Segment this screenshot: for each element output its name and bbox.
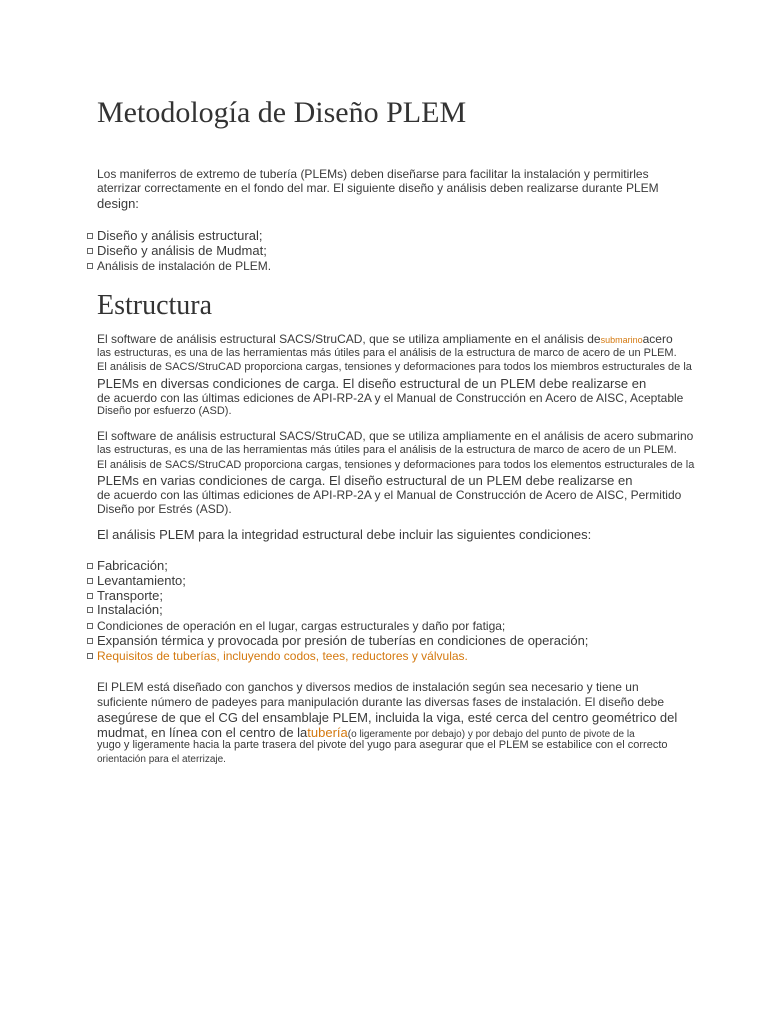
- para1-line-5: de acuerdo con las últimas ediciones de API-RP-2A y el Manual de Construcción en Acero de AISC, Aceptable: [97, 391, 684, 405]
- intro-line-3: design:: [97, 196, 139, 211]
- para1-line-6: Diseño por esfuerzo (ASD).: [97, 405, 232, 417]
- list-item: Transporte;: [97, 589, 163, 602]
- para2-line-3: El análisis de SACS/StruCAD proporciona cargas, tensiones y deformaciones para todos los elementos estructurales de la: [97, 459, 695, 471]
- page-title: Metodología de Diseño PLEM: [97, 96, 467, 129]
- para3-line-2: suficiente número de padeyes para manipulación durante las diversas fases de instalación. El diseño debe: [97, 695, 665, 709]
- list-item: Condiciones de operación en el lugar, cargas estructurales y daño por fatiga;: [97, 620, 505, 632]
- checkbox-bullet-icon: [87, 623, 93, 629]
- para1-line-2: las estructuras, es una de las herramientas más útiles para el análisis de la estructura de marco de acero de un PLEM.: [97, 347, 677, 359]
- para2-line-6: Diseño por Estrés (ASD).: [97, 502, 232, 516]
- link-tuberia[interactable]: tubería: [307, 725, 348, 740]
- checkbox-bullet-icon: [87, 593, 93, 599]
- para2-line-4: PLEMs en varias condiciones de carga. El diseño estructural de un PLEM debe realizarse en: [97, 473, 633, 488]
- checkbox-bullet-icon: [87, 638, 93, 644]
- list-item: Fabricación;: [97, 559, 168, 572]
- para3-line-3: asegúrese de que el CG del ensamblaje PLEM, incluida la viga, esté cerca del centro geométrico del: [97, 710, 678, 725]
- para3-line-5: yugo y ligeramente hacia la parte trasera del pivote del yugo para asegurar que el PLEM se estabilice con el correcto: [97, 739, 668, 751]
- link-submarino[interactable]: submarino: [600, 335, 643, 345]
- para2-line-5: de acuerdo con las últimas ediciones de API-RP-2A y el Manual de Construcción de Acero de AISC, Permitido: [97, 488, 682, 502]
- list-item[interactable]: Requisitos de tuberías, incluyendo codos, tees, reductores y válvulas.: [97, 650, 468, 662]
- para2-line-2: las estructuras, es una de las herramientas más útiles para el análisis de la estructura de marco de acero de un PLEM.: [97, 444, 677, 456]
- checkbox-bullet-icon: [87, 233, 93, 239]
- para3-line-4: mudmat, en línea con el centro de latubería(o ligeramente por debajo) y por debajo del punto de pivote de la: [97, 725, 635, 740]
- list-item: Análisis de instalación de PLEM.: [97, 260, 271, 272]
- list-item: Instalación;: [97, 603, 163, 616]
- para1-line-1: El software de análisis estructural SACS/StruCAD, que se utiliza ampliamente en el análisis desubmarinoacero: [97, 332, 673, 346]
- checkbox-bullet-icon: [87, 248, 93, 254]
- para3-line-1: El PLEM está diseñado con ganchos y diversos medios de instalación según sea necesario y tiene un: [97, 680, 639, 694]
- list-item: Levantamiento;: [97, 574, 186, 587]
- checkbox-bullet-icon: [87, 563, 93, 569]
- checkbox-bullet-icon: [87, 607, 93, 613]
- checkbox-bullet-icon: [87, 653, 93, 659]
- list-item: Expansión térmica y provocada por presión de tuberías en condiciones de operación;: [97, 634, 588, 647]
- list-item: Diseño y análisis de Mudmat;: [97, 244, 267, 257]
- checkbox-bullet-icon: [87, 578, 93, 584]
- para3-line-6: orientación para el aterrizaje.: [97, 754, 226, 765]
- intro-line-1: Los maniferros de extremo de tubería (PLEMs) deben diseñarse para facilitar la instalación y permitirles: [97, 167, 649, 181]
- para1-line-4: PLEMs en diversas condiciones de carga. El diseño estructural de un PLEM debe realizarse en: [97, 376, 647, 391]
- intro-line-2: aterrizar correctamente en el fondo del mar. El siguiente diseño y análisis deben realizarse durante PLEM: [97, 181, 659, 195]
- list-item: Diseño y análisis estructural;: [97, 229, 262, 242]
- para2-line-1: El software de análisis estructural SACS/StruCAD, que se utiliza ampliamente en el análisis de acero submarino: [97, 429, 694, 443]
- conditions-intro: El análisis PLEM para la integridad estructural debe incluir las siguientes condiciones:: [97, 527, 592, 542]
- para1-line-3: El análisis de SACS/StruCAD proporciona cargas, tensiones y deformaciones para todos los miembros estructurales de la: [97, 361, 692, 373]
- checkbox-bullet-icon: [87, 263, 93, 269]
- section-title: Estructura: [97, 290, 213, 321]
